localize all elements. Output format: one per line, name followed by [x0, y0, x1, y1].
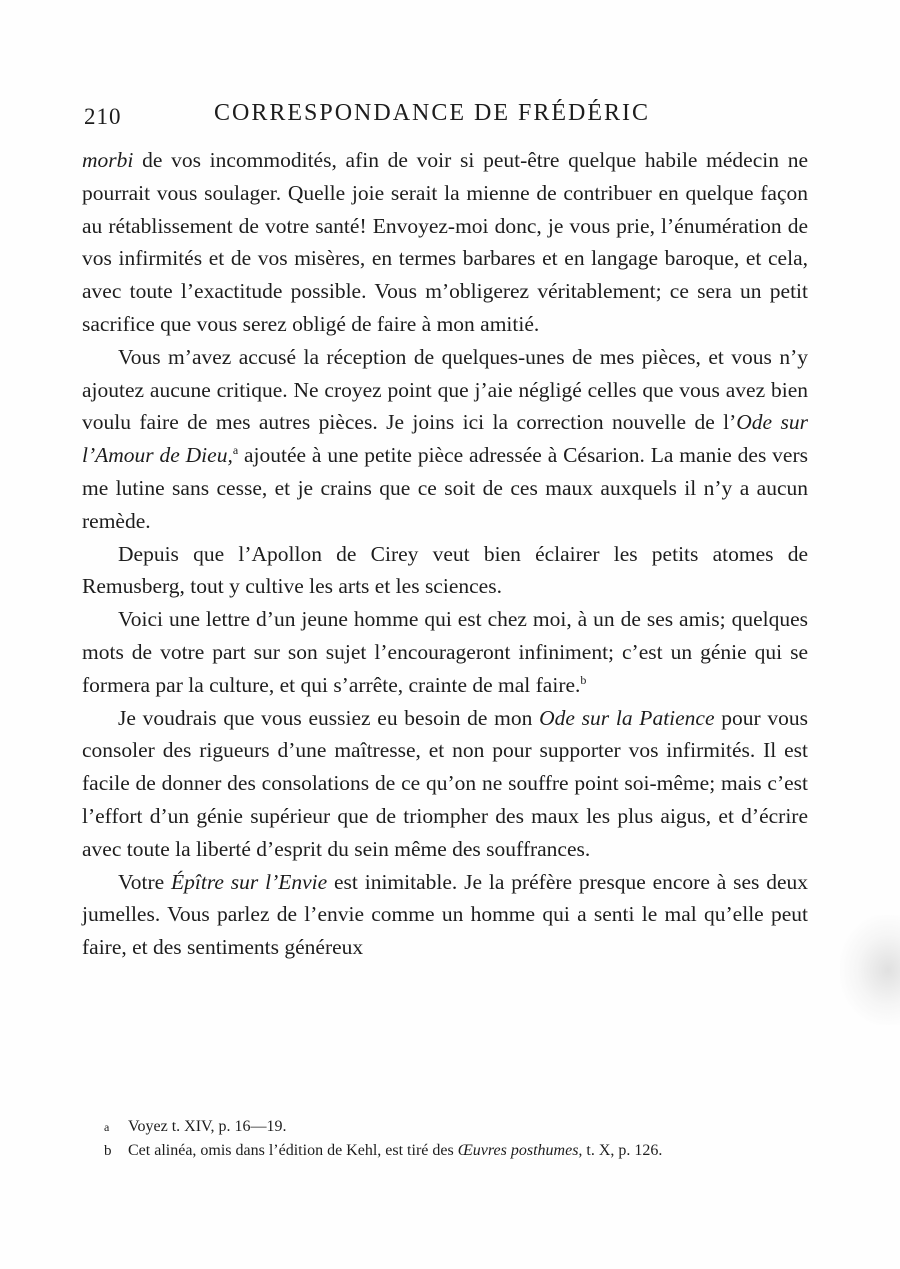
paragraph-text: ajoutée à une petite pièce adressée à Césarion. La manie des vers me lutine sans cesse, et je crains que ce soit de ces maux auxquels il n’y a aucun remède. [82, 443, 808, 533]
italic-term: morbi [82, 148, 134, 172]
italic-title: Œuvres posthumes, [457, 1142, 583, 1159]
footnote-mark: b [104, 1143, 112, 1159]
paper-smudge [840, 915, 900, 1025]
paragraph-text: Votre [118, 869, 172, 894]
paragraph-6 [82, 866, 808, 964]
paragraph-text: Vous m’avez accusé la réception de quelques-unes de mes pièces, et vous n’y ajoutez aucune critique. Ne croyez point que j’aie négligé celles que vous avez bien voulu faire de mes autres pièces. Je joins ici la correction nouvelle de l’ [82, 344, 808, 435]
footnote-text: Voyez t. XIV, p. 16—19. [128, 1118, 287, 1135]
footnote-text-part: t. X, p. 126. [582, 1142, 663, 1159]
footnote-a [104, 1115, 804, 1139]
footnote-text [128, 1139, 662, 1163]
paragraph-2 [82, 341, 808, 538]
paragraph-5 [82, 702, 808, 866]
footnote-ref-b: b [580, 672, 587, 687]
italic-title: Ode sur l’Amour de Dieu, [82, 410, 808, 468]
paragraph-1 [82, 144, 808, 341]
footnote-text-part: Cet alinéa, omis dans l’édition de Kehl, est tiré des [128, 1142, 458, 1159]
body-text [82, 144, 808, 964]
paragraph-text: Depuis que l’Apollon de Cirey veut bien éclairer les petits atomes de Remusberg, tout y cultive les arts et les sciences. [82, 541, 808, 599]
paragraph-text: pour vous consoler des rigueurs d’une maîtresse, et non pour supporter vos infirmités. Il est facile de donner des consolations de ce qu’on ne souffre point soi-même; mais c’est l’effort d’un génie supérieur que de triompher des maux les plus aigus, et d’écrire avec toute la liberté d’esprit du sein même des souffrances. [82, 705, 808, 861]
footnotes [104, 1115, 804, 1163]
page-number: 210 [84, 104, 122, 129]
italic-title: Ode sur la Patience [539, 705, 715, 730]
paragraph-text: Voici une lettre d’un jeune homme qui est chez moi, à un de ses amis; quelques mots de votre part sur son sujet l’encourageront infiniment; c’est un génie qui se formera par la culture, et qui s’arrête, crainte de mal faire. [82, 607, 808, 697]
running-title: CORRESPONDANCE DE FRÉDÉRIC [214, 100, 651, 126]
paragraph-text: de vos incommodités, afin de voir si peut-être quelque habile médecin ne pourrait vous soulager. Quelle joie serait la mienne de contribuer en quelque façon au rétablissement de votre santé! Envoyez-moi donc, je vous prie, l’énumération de vos infirmités et de vos misères, en termes barbares et en langage baroque, et cela, avec toute l’exactitude possible. Vous m’obligerez véritablement; ce sera un petit sacrifice que vous serez obligé de faire à mon amitié. [82, 148, 808, 336]
paragraph-text: Je voudrais que vous eussiez eu besoin de mon [118, 705, 540, 730]
paragraph-text: est inimitable. Je la préfère presque encore à ses deux jumelles. Vous parlez de l’envie comme un homme qui a senti le mal qu’elle peut faire, et des sentiments généreux [82, 869, 808, 960]
footnote-mark: a [104, 1120, 110, 1134]
page-header [84, 100, 806, 134]
footnote-b [104, 1139, 804, 1163]
paragraph-4 [82, 603, 808, 701]
paragraph-3 [82, 538, 808, 604]
italic-title: Épître sur l’Envie [171, 869, 328, 894]
footnote-ref-a: a [232, 443, 239, 458]
